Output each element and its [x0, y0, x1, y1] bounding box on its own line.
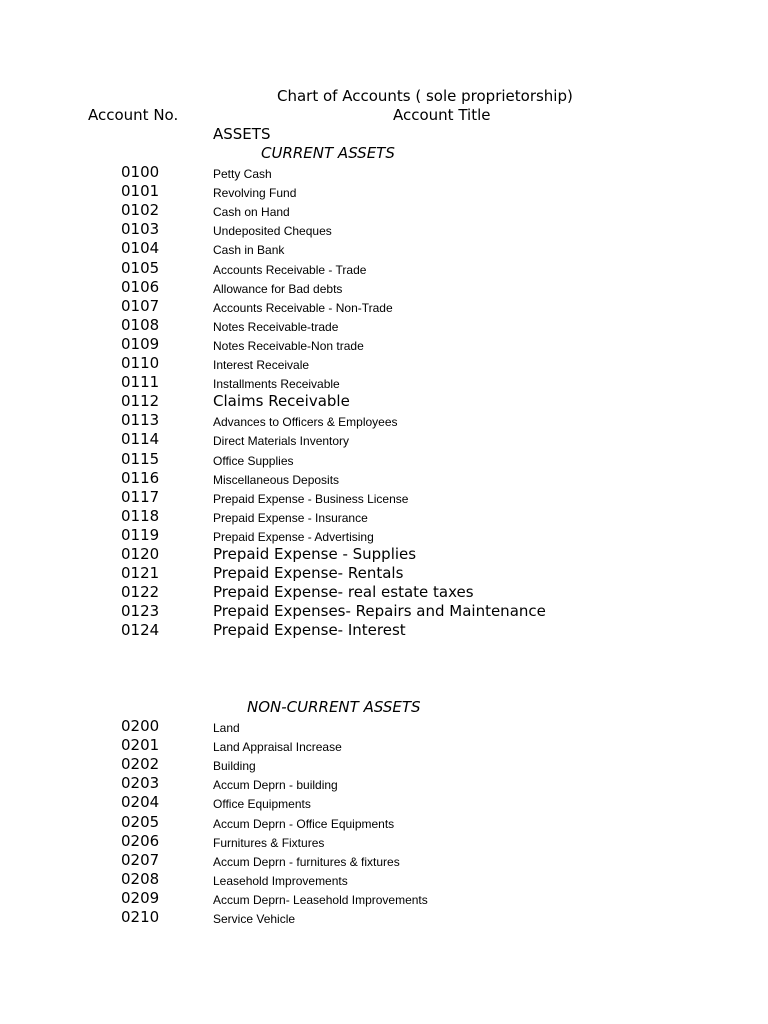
- account-code: 0110: [121, 354, 160, 373]
- account-title: Prepaid Expense - Insurance: [213, 510, 368, 525]
- account-code: 0205: [121, 812, 160, 831]
- account-title: Office Equipments: [213, 797, 311, 812]
- account-code: 0106: [121, 277, 160, 296]
- document-title: Chart of Accounts ( sole proprietorship): [277, 87, 573, 105]
- account-code: 0101: [121, 182, 160, 201]
- account-row: [0, 545, 768, 564]
- account-title: Accum Deprn - Office Equipments: [213, 816, 395, 831]
- category-heading: ASSETS: [213, 125, 271, 143]
- account-row: [0, 812, 768, 831]
- account-row: [0, 316, 768, 335]
- account-row: [0, 411, 768, 430]
- account-code: 0113: [121, 411, 160, 430]
- account-row: [0, 354, 768, 373]
- account-row: [0, 851, 768, 870]
- account-row: [0, 621, 768, 640]
- account-row: [0, 297, 768, 316]
- account-row: [0, 793, 768, 812]
- account-no-header: Account No.: [88, 106, 179, 124]
- account-title: Accounts Receivable - Trade: [213, 262, 367, 277]
- account-row: [0, 488, 768, 507]
- account-code: 0123: [121, 602, 160, 621]
- account-title: Office Supplies: [213, 453, 294, 468]
- account-title: Prepaid Expense - Supplies: [213, 544, 417, 563]
- account-title: Petty Cash: [213, 167, 272, 182]
- account-row: [0, 449, 768, 468]
- account-title: Undeposited Cheques: [213, 224, 332, 239]
- current-assets-list: [0, 163, 768, 640]
- account-row: [0, 392, 768, 411]
- account-code: 0200: [121, 717, 160, 736]
- account-title: Building: [213, 759, 256, 774]
- account-code: 0124: [121, 621, 160, 640]
- account-code: 0203: [121, 774, 160, 793]
- account-row: [0, 220, 768, 239]
- account-code: 0121: [121, 564, 160, 583]
- account-code: 0103: [121, 220, 160, 239]
- account-code: 0122: [121, 583, 160, 602]
- account-row: [0, 583, 768, 602]
- account-title-header: Account Title: [393, 106, 491, 124]
- account-title: Prepaid Expense- Rentals: [213, 564, 404, 583]
- account-row: [0, 507, 768, 526]
- account-title: Furnitures & Fixtures: [213, 835, 325, 850]
- account-row: [0, 602, 768, 621]
- account-title: Leasehold Improvements: [213, 873, 348, 888]
- current-assets-heading: CURRENT ASSETS: [261, 144, 395, 162]
- account-title: Accum Deprn - furnitures & fixtures: [213, 854, 400, 869]
- account-code: 0208: [121, 869, 160, 888]
- account-title: Accounts Receivable - Non-Trade: [213, 300, 393, 315]
- account-row: [0, 182, 768, 201]
- account-title: Installments Receivable: [213, 377, 340, 392]
- non-current-assets-list: [0, 717, 768, 927]
- account-code: 0120: [121, 544, 160, 563]
- account-code: 0111: [121, 373, 160, 392]
- account-code: 0210: [121, 908, 160, 927]
- account-title: Allowance for Bad debts: [213, 281, 343, 296]
- account-code: 0108: [121, 315, 160, 334]
- account-row: [0, 564, 768, 583]
- account-code: 0209: [121, 888, 160, 907]
- account-title: Prepaid Expense- real estate taxes: [213, 583, 474, 602]
- non-current-assets-heading: NON-CURRENT ASSETS: [247, 698, 421, 716]
- account-title: Accum Deprn- Leasehold Improvements: [213, 892, 428, 907]
- account-code: 0201: [121, 736, 160, 755]
- account-code: 0118: [121, 506, 160, 525]
- account-title: Service Vehicle: [213, 912, 296, 927]
- account-title: Miscellaneous Deposits: [213, 472, 340, 487]
- account-title: Interest Receivale: [213, 358, 310, 373]
- account-code: 0112: [121, 392, 160, 411]
- account-row: [0, 717, 768, 736]
- account-title: Notes Receivable-trade: [213, 319, 339, 334]
- account-code: 0119: [121, 525, 160, 544]
- account-row: [0, 239, 768, 258]
- account-title: Revolving Fund: [213, 186, 297, 201]
- account-title: Cash in Bank: [213, 243, 285, 258]
- account-title: Notes Receivable-Non trade: [213, 338, 364, 353]
- account-title: Accum Deprn - building: [213, 778, 338, 793]
- account-title: Land: [213, 721, 240, 736]
- account-row: [0, 526, 768, 545]
- account-code: 0202: [121, 755, 160, 774]
- account-title: Advances to Officers & Employees: [213, 415, 398, 430]
- account-code: 0109: [121, 334, 160, 353]
- account-title: Prepaid Expense - Advertising: [213, 529, 374, 544]
- account-row: [0, 736, 768, 755]
- account-code: 0206: [121, 831, 160, 850]
- account-row: [0, 469, 768, 488]
- account-title: Direct Materials Inventory: [213, 434, 350, 449]
- account-title: Cash on Hand: [213, 205, 290, 220]
- account-code: 0117: [121, 487, 160, 506]
- account-row: [0, 163, 768, 182]
- account-row: [0, 908, 768, 927]
- account-row: [0, 278, 768, 297]
- account-row: [0, 430, 768, 449]
- account-code: 0107: [121, 296, 160, 315]
- account-code: 0104: [121, 239, 160, 258]
- account-code: 0105: [121, 258, 160, 277]
- account-code: 0114: [121, 430, 160, 449]
- account-row: [0, 755, 768, 774]
- account-title: Claims Receivable: [213, 392, 350, 411]
- account-code: 0207: [121, 850, 160, 869]
- account-code: 0100: [121, 163, 160, 182]
- account-title: Prepaid Expense - Business License: [213, 491, 409, 506]
- account-row: [0, 889, 768, 908]
- account-row: [0, 201, 768, 220]
- account-row: [0, 774, 768, 793]
- account-code: 0115: [121, 449, 160, 468]
- account-title: Prepaid Expenses- Repairs and Maintenance: [213, 602, 546, 621]
- account-row: [0, 373, 768, 392]
- account-code: 0204: [121, 793, 160, 812]
- account-code: 0116: [121, 468, 160, 487]
- account-title: Prepaid Expense- Interest: [213, 621, 406, 640]
- account-row: [0, 258, 768, 277]
- account-row: [0, 870, 768, 889]
- account-row: [0, 832, 768, 851]
- account-title: Land Appraisal Increase: [213, 740, 342, 755]
- account-row: [0, 335, 768, 354]
- account-code: 0102: [121, 201, 160, 220]
